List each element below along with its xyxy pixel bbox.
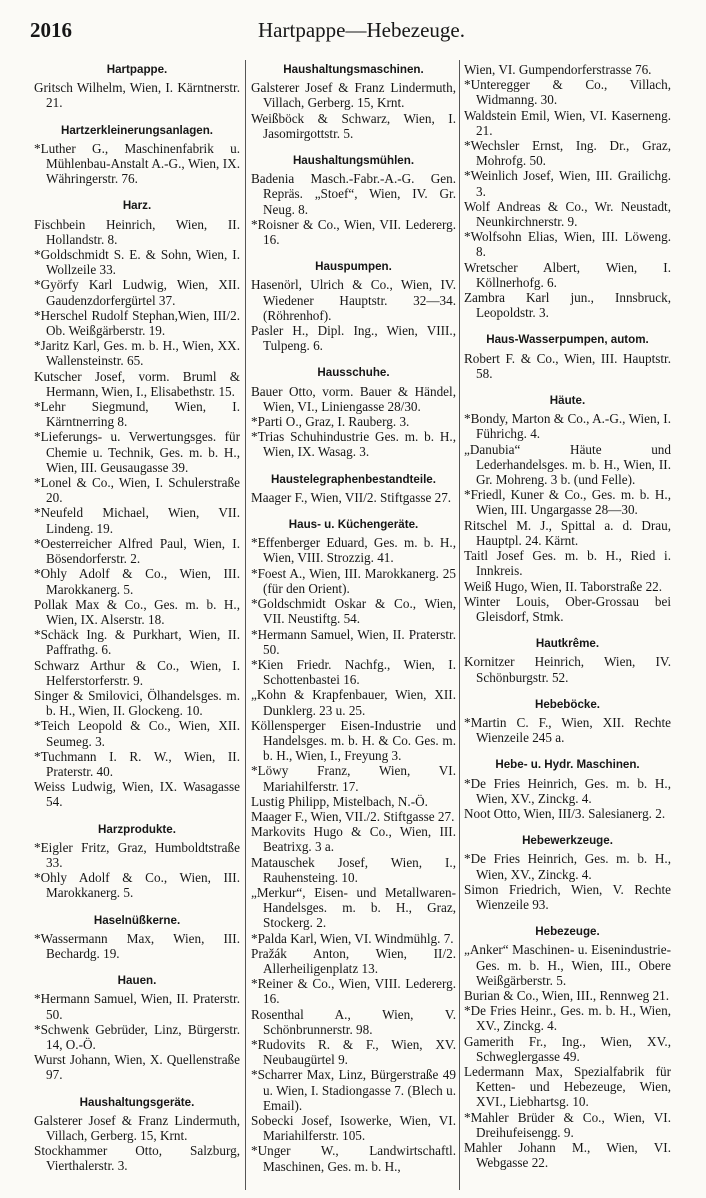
directory-entry: *Parti O., Graz, I. Rauberg. 3.: [251, 414, 410, 430]
directory-entry: *Lehr Siegmund, Wien, I. Kärntnerring 8.: [34, 399, 240, 430]
directory-entry: *Jaritz Karl, Ges. m. b. H., Wien, XX. Wallensteinstr. 65.: [34, 338, 240, 369]
running-title: Hartpappe—Hebezeuge.: [258, 18, 465, 42]
section-heading: Hartpappe.: [106, 63, 168, 76]
section-heading: Hausschuhe.: [317, 366, 390, 380]
directory-entry: „Merkur“, Eisen- und Metallwaren-Handelsges. m. b. H., Graz, Stockerg. 2.: [251, 884, 456, 931]
directory-entry: Singer & Smilovici, Ölhandelsges. m. b. H., Wien, II. Glockeng. 10.: [34, 687, 240, 719]
directory-entry: Robert F. & Co., Wien, III. Hauptstr. 58.: [464, 350, 671, 381]
directory-entry: Gritsch Wilhelm, Wien, I. Kärntnerstr. 21.: [34, 80, 240, 111]
section-heading: Harzprodukte.: [98, 822, 176, 836]
directory-entry: Ledermann Max, Spezialfabrik für Ketten- und Hebezeuge, Wien, XVI., Liebhartsg. 10.: [464, 1063, 671, 1110]
directory-entry: *Kien Friedr. Nachfg., Wien, I. Schottenbastei 16.: [251, 656, 456, 688]
directory-entry: „Kohn & Krapfenbauer, Wien, XII. Dunklerg. 23 u. 25.: [251, 687, 456, 718]
directory-entry: *Reiner & Co., Wien, VIII. Ledererg. 16.: [251, 976, 456, 1007]
directory-entry: Gamerith Fr., Ing., Wien, XV., Schweglergasse 49.: [464, 1033, 671, 1064]
section-heading: Haus- u. Küchengeräte.: [288, 518, 419, 532]
directory-entry: Pollak Max & Co., Ges. m. b. H., Wien, IX. Alserstr. 18.: [34, 596, 240, 627]
directory-entry: *Mahler Brüder & Co., Wien, VI. Dreihufeisengg. 9.: [464, 1109, 671, 1140]
directory-entry: *Herschel Rudolf Stephan,Wien, III/2. Ob. Weißgärberstr. 19.: [34, 307, 240, 339]
section-heading: Haus-Wasserpumpen, autom.: [486, 333, 649, 347]
page-header: [30, 18, 685, 44]
directory-entry: *Luther G., Maschinenfabrik u. Mühlenbau-Anstalt A.-G., Wien, IX. Währingerstr. 76.: [34, 140, 240, 187]
section-heading: Hauen.: [117, 974, 157, 988]
section-heading: Haselnüßkerne.: [93, 913, 181, 927]
directory-entry: *Foest A., Wien, III. Marokkanerg. 25 (für den Orient).: [251, 565, 456, 596]
directory-entry: Pasler H., Dipl. Ing., Wien, VIII., Tulpeng. 6.: [251, 323, 456, 354]
directory-entry: Simon Friedrich, Wien, V. Rechte Wienzeile 93.: [464, 881, 671, 912]
section-heading: Hauspumpen.: [315, 260, 392, 274]
directory-entry: Markovits Hugo & Co., Wien, III. Beatrixg. 3 a.: [251, 824, 456, 855]
directory-entry: *Hermann Samuel, Wien, II. Praterstr. 50.: [251, 626, 456, 657]
column-2: [251, 62, 456, 1174]
section-heading: Haushaltungsgeräte.: [79, 1095, 195, 1109]
directory-entry: Waldstein Emil, Wien, VI. Kaserneng. 21.: [464, 107, 671, 138]
directory-entry: *De Fries Heinrich, Ges. m. b. H., Wien, XV., Zinckg. 4.: [464, 851, 671, 882]
directory-entry: *Györfy Karl Ludwig, Wien, XII. Gaudenzdorfergürtel 37.: [34, 277, 240, 308]
section-heading: Häute.: [549, 394, 586, 408]
directory-entry: Maager F., Wien, VII/2. Stiftgasse 27.: [251, 489, 452, 505]
directory-entry: Taitl Josef Ges. m. b. H., Ried i. Innkreis.: [464, 548, 671, 579]
section-heading: Hebeböcke.: [534, 697, 601, 711]
directory-entry: Weißböck & Schwarz, Wien, I. Jasomirgottstr. 5.: [251, 110, 456, 141]
directory-entry: Zambra Karl jun., Innsbruck, Leopoldstr. 3.: [464, 290, 671, 321]
directory-entry: Fischbein Heinrich, Wien, II. Hollandstr. 8.: [34, 216, 240, 247]
section-heading: Harz.: [122, 199, 152, 213]
directory-entry: *Wassermann Max, Wien, III. Bechardg. 19.: [34, 930, 240, 961]
directory-entry: Noot Otto, Wien, III/3. Salesianerg. 2.: [464, 805, 666, 821]
directory-entry: *Goldschmidt Oskar & Co., Wien, VII. Neustiftg. 54.: [251, 596, 456, 627]
section-heading: Haustelegraphenbestandteile.: [271, 472, 436, 486]
section-heading: Haushaltungsmühlen.: [292, 154, 415, 168]
directory-entry: Burian & Co., Wien, III., Rennweg 21.: [464, 987, 670, 1003]
directory-entry: Sobecki Josef, Isowerke, Wien, VI. Mariahilferstr. 105.: [251, 1113, 456, 1144]
directory-entry: *Löwy Franz, Wien, VI. Mariahilferstr. 17.: [251, 763, 456, 794]
section-heading: Haushaltungsmaschinen.: [283, 63, 424, 76]
directory-entry: *Hermann Samuel, Wien, II. Praterstr. 50.: [34, 991, 240, 1022]
directory-entry: Kutscher Josef, vorm. Bruml & Hermann, Wien, I., Elisabethstr. 15.: [34, 368, 240, 399]
directory-entry: *Bondy, Marton & Co., A.-G., Wien, I. Führichg. 4.: [464, 411, 671, 442]
directory-entry: „Danubia“ Häute und Lederhandelsges. m. b. H., Wien, II. Gr. Mohreng. 3 b. (und Felle).: [464, 441, 671, 488]
directory-entry: Matauschek Josef, Wien, I., Rauhensteing. 10.: [251, 854, 456, 885]
directory-entry: Wurst Johann, Wien, X. Quellenstraße 97.: [34, 1052, 240, 1083]
directory-entry: Kornitzer Heinrich, Wien, IV. Schönburgstr. 52.: [464, 654, 671, 685]
directory-entry: Bauer Otto, vorm. Bauer & Händel, Wien, VI., Liniengasse 28/30.: [251, 383, 456, 414]
directory-entry: Ritschel M. J., Spittal a. d. Drau, Hauptpl. 24. Kärnt.: [464, 517, 671, 548]
directory-entry: *Unteregger & Co., Villach, Widmanng. 30.: [464, 77, 671, 108]
directory-entry: Stockhammer Otto, Salzburg, Vierthalerstr. 3.: [34, 1143, 240, 1174]
directory-entry: Köllensperger Eisen-Industrie und Handelsges. m. b. H. & Co. Ges. m. b. H., Wien, I., Freyung 3.: [251, 717, 456, 764]
directory-entry: *Tuchmann I. R. W., Wien, II. Praterstr. 40.: [34, 748, 240, 779]
section-heading: Hautkrême.: [535, 637, 600, 651]
directory-entry: *Unger W., Landwirtschaftl. Maschinen, Ges. m. b. H.,: [251, 1143, 456, 1174]
directory-entry: Weiss Ludwig, Wien, IX. Wasagasse 54.: [34, 779, 240, 810]
directory-entry: *Lonel & Co., Wien, I. Schulerstraße 20.: [34, 475, 240, 506]
section-heading: Hartzerkleinerungsanlagen.: [60, 123, 214, 137]
directory-entry: *Schäck Ing. & Purkhart, Wien, II. Paffrathg. 6.: [34, 627, 240, 658]
directory-entry: *Eigler Fritz, Graz, Humboldtstraße 33.: [34, 839, 240, 870]
section-heading: Hebewerkzeuge.: [522, 834, 613, 848]
directory-entry: *Scharrer Max, Linz, Bürgerstraße 49 u. Wien, I. Stadiongasse 7. (Blech u. Email).: [251, 1067, 456, 1113]
directory-entry: Wolf Andreas & Co., Wr. Neustadt, Neunkirchnerstr. 9.: [464, 198, 671, 230]
directory-entry: „Anker“ Maschinen- u. Eisenindustrie-Ges. m. b. H., Wien, III., Obere Weißgärberstr. 5.: [464, 942, 671, 988]
section-heading: Hebezeuge.: [535, 925, 600, 939]
directory-entry: *Lieferungs- u. Verwertungsges. für Chemie u. Technik, Ges. m. b. H., Wien, III. Geusaugasse 39.: [34, 429, 240, 475]
column-1: [34, 62, 240, 1174]
directory-entry: Hasenörl, Ulrich & Co., Wien, IV. Wiedener Hauptstr. 32—34. (Röhrenhof).: [251, 277, 456, 323]
directory-entry: Galsterer Josef & Franz Lindermuth, Villach, Gerberg. 15, Krnt.: [34, 1112, 240, 1143]
directory-entry: *De Fries Heinrich, Ges. m. b. H., Wien, XV., Zinckg. 4.: [464, 775, 671, 806]
directory-entry: Pražák Anton, Wien, II/2. Allerheiligenplatz 13.: [251, 945, 456, 976]
directory-entry: *Ohly Adolf & Co., Wien, III. Marokkanerg. 5.: [34, 870, 240, 901]
directory-entry: *Rudovits R. & F., Wien, XV. Neubaugürtel 9.: [251, 1036, 456, 1068]
directory-entry: *Teich Leopold & Co., Wien, XII. Seumeg. 3.: [34, 718, 240, 749]
column-divider: [245, 60, 246, 1190]
directory-entry: *Weinlich Josef, Wien, III. Grailichg. 3.: [464, 168, 671, 199]
directory-entry: *Friedl, Kuner & Co., Ges. m. b. H., Wien, III. Ungargasse 28—30.: [464, 487, 671, 518]
directory-entry: *Neufeld Michael, Wien, VII. Lindeng. 19.: [34, 505, 240, 536]
directory-entry: Wretscher Albert, Wien, I. Köllnerhofg. 6.: [464, 259, 671, 290]
directory-entry: Maager F., Wien, VII./2. Stiftgasse 27.: [251, 808, 455, 824]
directory-entry: Rosenthal A., Wien, V. Schönbrunnerstr. 98.: [251, 1006, 456, 1037]
directory-entry: *Wolfsohn Elias, Wien, III. Löweng. 8.: [464, 229, 671, 260]
directory-entry: Lustig Philipp, Mistelbach, N.-Ö.: [251, 793, 428, 809]
directory-entry: *Palda Karl, Wien, VI. Windmühlg. 7.: [251, 930, 454, 946]
directory-entry: *Ohly Adolf & Co., Wien, III. Marokkanerg. 5.: [34, 566, 240, 597]
directory-entry: *Effenberger Eduard, Ges. m. b. H., Wien, VIII. Strozzig. 41.: [251, 535, 456, 566]
directory-entry: *Martin C. F., Wien, XII. Rechte Wienzeile 245 a.: [464, 714, 671, 746]
directory-entry: Wien, VI. Gumpendorferstrasse 76.: [464, 62, 652, 77]
directory-entry: *Schwenk Gebrüder, Linz, Bürgerstr. 14, O.-Ö.: [34, 1021, 240, 1052]
directory-entry: Mahler Johann M., Wien, VI. Webgasse 22.: [464, 1140, 671, 1171]
directory-entry: Galsterer Josef & Franz Lindermuth, Villach, Gerberg. 15, Krnt.: [251, 80, 456, 111]
column-3: [464, 62, 671, 1170]
directory-entry: *Wechsler Ernst, Ing. Dr., Graz, Mohrofg. 50.: [464, 138, 671, 169]
directory-entry: *Roisner & Co., Wien, VII. Ledererg. 16.: [251, 216, 456, 248]
directory-entry: Weiß Hugo, Wien, II. Taborstraße 22.: [464, 578, 663, 594]
directory-entry: *Goldschmidt S. E. & Sohn, Wien, I. Wollzeile 33.: [34, 247, 240, 278]
section-heading: Hebe- u. Hydr. Maschinen.: [495, 758, 640, 772]
directory-entry: *Oesterreicher Alfred Paul, Wien, I. Bösendorferstr. 2.: [34, 535, 240, 567]
directory-entry: Winter Louis, Ober-Grossau bei Gleisdorf, Stmk.: [464, 593, 671, 624]
page-number: 2016: [30, 18, 72, 42]
directory-entry: Badenia Masch.-Fabr.-A.-G. Gen. Repräs. „Stoef“, Wien, IV. Gr. Neug. 8.: [251, 171, 456, 217]
directory-entry: *De Fries Heinr., Ges. m. b. H., Wien, XV., Zinckg. 4.: [464, 1003, 671, 1034]
directory-entry: Schwarz Arthur & Co., Wien, I. Helferstorferstr. 9.: [34, 657, 240, 688]
directory-entry: *Trias Schuhindustrie Ges. m. b. H., Wien, IX. Wasag. 3.: [251, 429, 456, 460]
column-divider: [459, 60, 460, 1190]
